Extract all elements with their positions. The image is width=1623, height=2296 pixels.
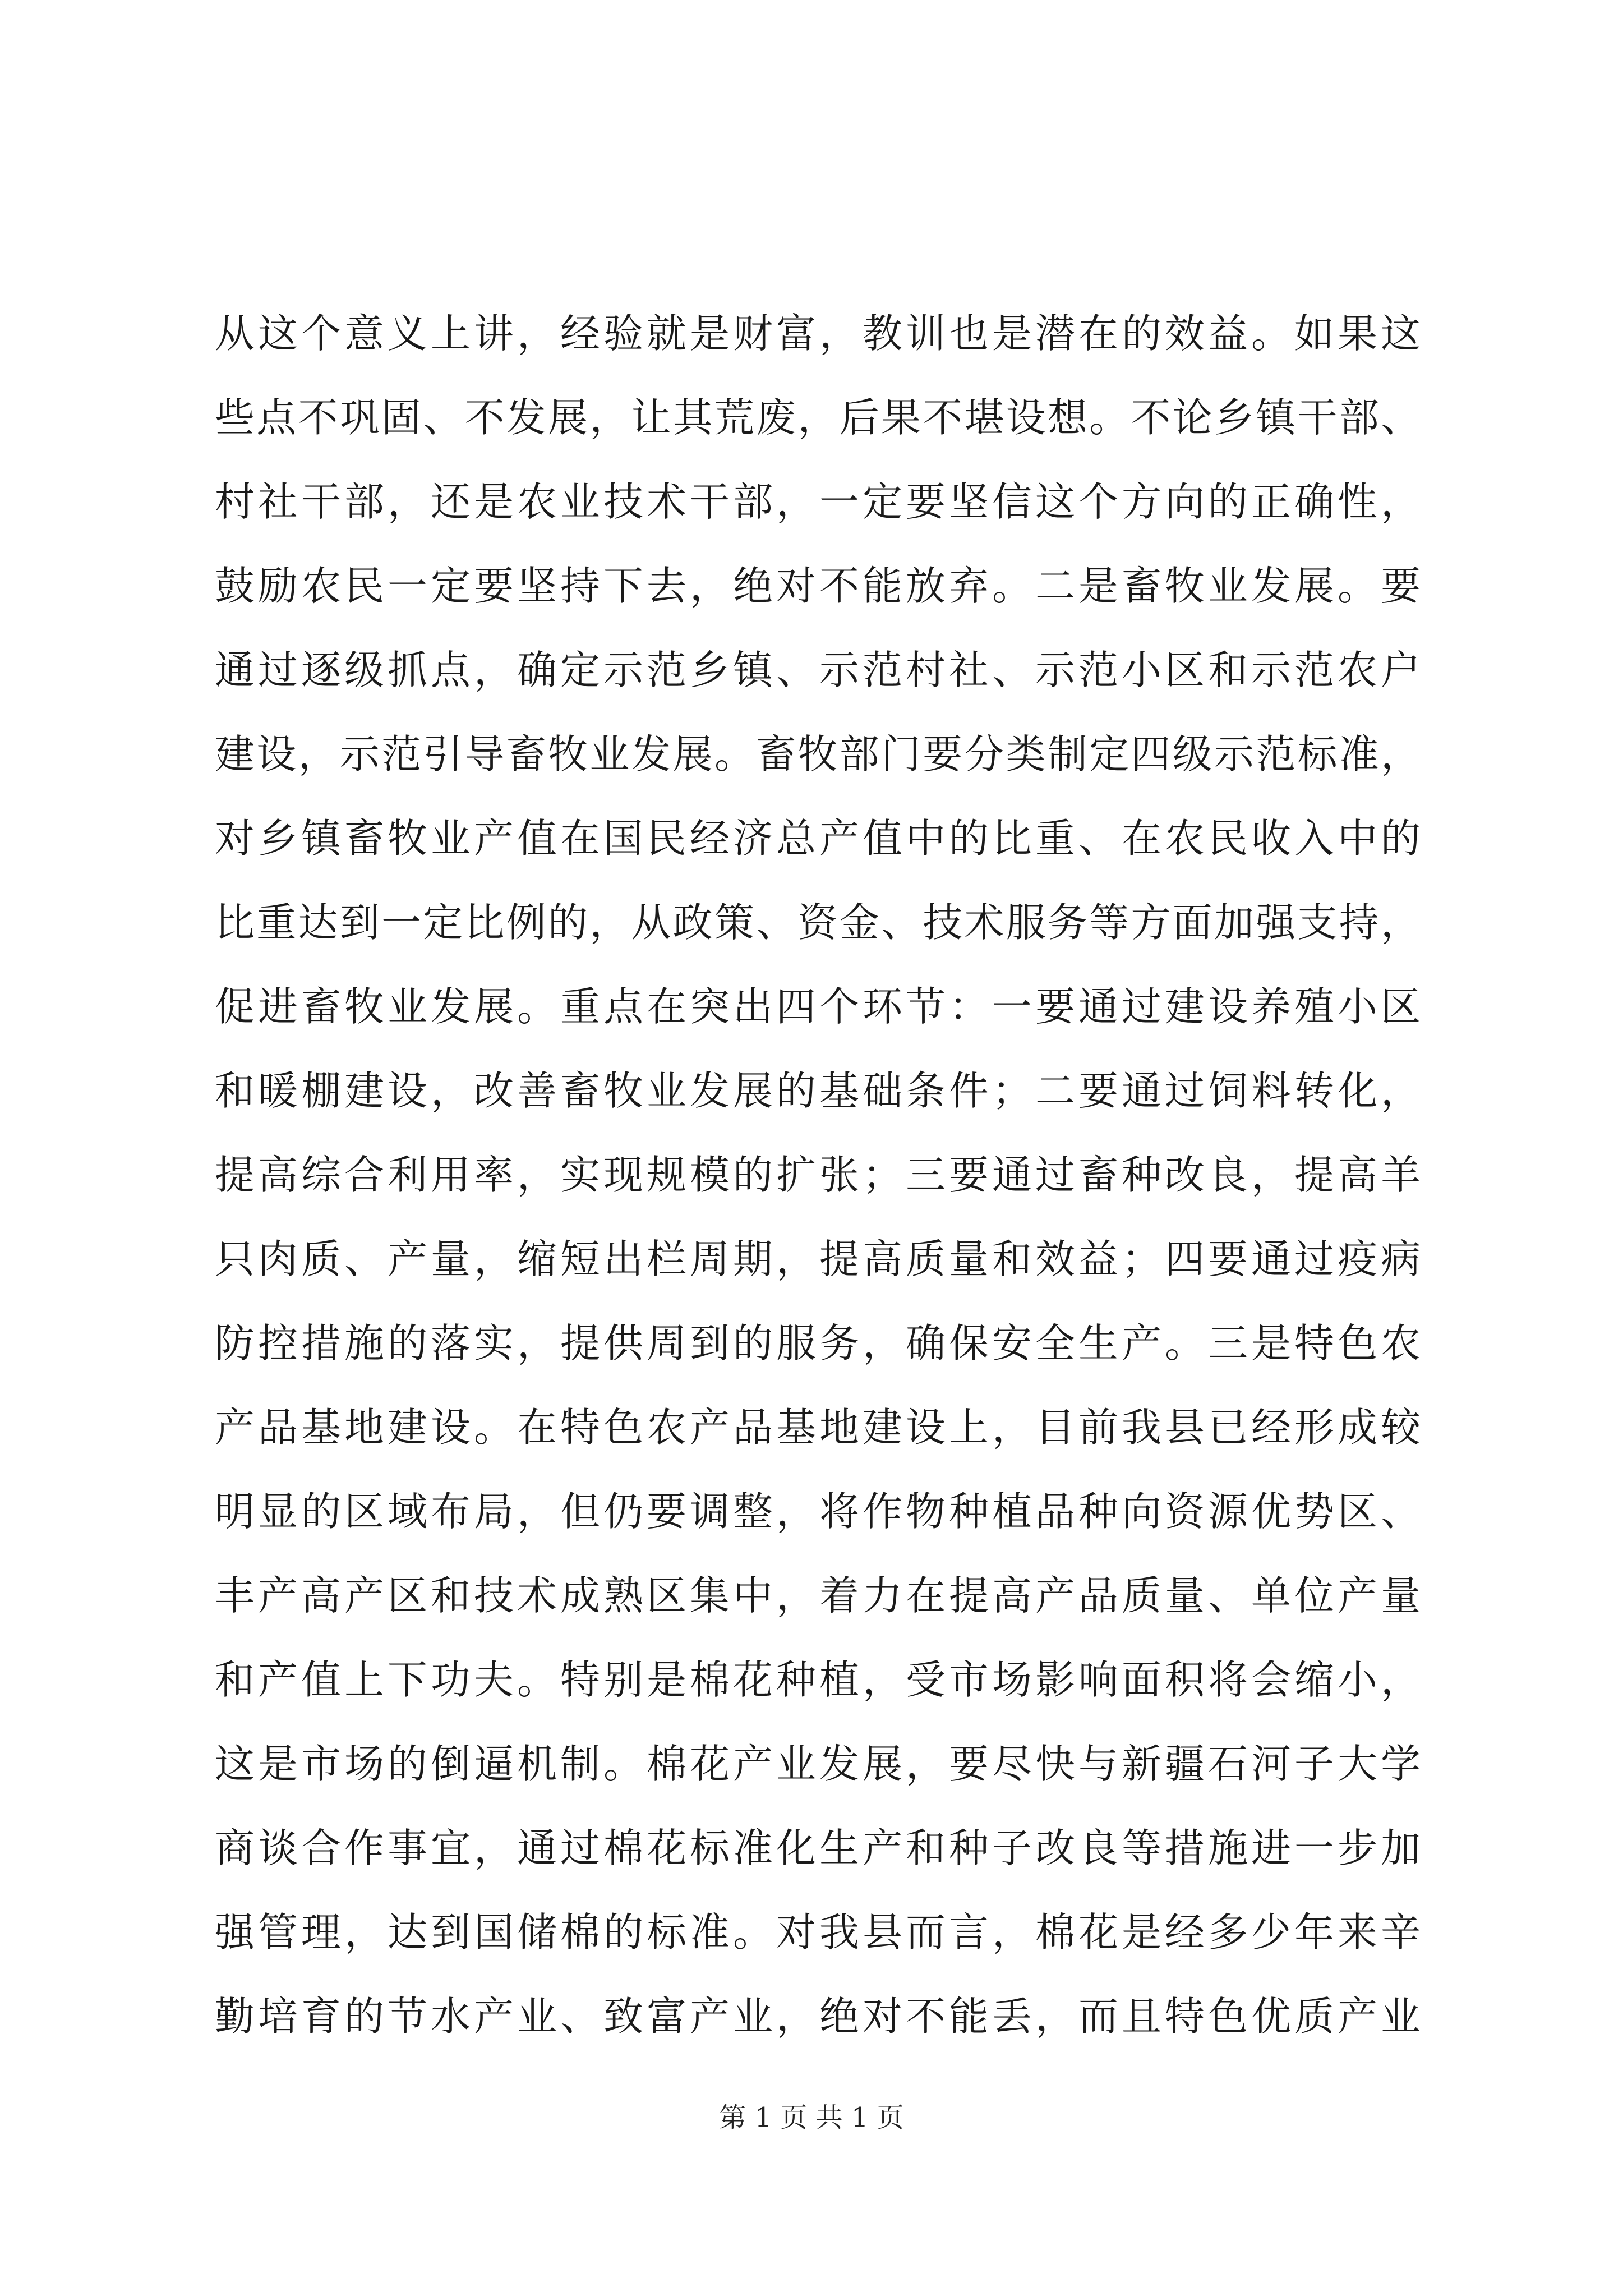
text-line: 些点不巩固、不发展，让其荒废，后果不堪设想。不论乡镇干部、 (215, 394, 1421, 441)
text-line: 提高综合利用率，实现规模的扩张；三要通过畜种改良，提高羊 (215, 1152, 1421, 1198)
text-line: 比重达到一定比例的，从政策、资金、技术服务等方面加强支持， (215, 899, 1421, 946)
text-line: 产品基地建设。在特色农产品基地建设上，目前我县已经形成较 (215, 1404, 1421, 1451)
text-line: 防控措施的落实，提供周到的服务，确保安全生产。三是特色农 (215, 1320, 1421, 1366)
text-line: 和产值上下功夫。特别是棉花种植，受市场影响面积将会缩小， (215, 1657, 1421, 1703)
page-footer (0, 2101, 1623, 2134)
text-line: 强管理，达到国储棉的标准。对我县而言，棉花是经多少年来辛 (215, 1909, 1421, 1955)
page-number-label: 第 1 页 共 1 页 (719, 2102, 904, 2133)
text-line: 这是市场的倒逼机制。棉花产业发展，要尽快与新疆石河子大学 (215, 1741, 1421, 1787)
text-line: 商谈合作事宜，通过棉花标准化生产和种子改良等措施进一步加 (215, 1825, 1421, 1871)
text-line: 鼓励农民一定要坚持下去，绝对不能放弃。二是畜牧业发展。要 (215, 563, 1421, 609)
text-line: 村社干部，还是农业技术干部，一定要坚信这个方向的正确性， (215, 478, 1421, 525)
text-line: 只肉质、产量，缩短出栏周期，提高质量和效益；四要通过疫病 (215, 1236, 1421, 1282)
text-line: 建设，示范引导畜牧业发展。畜牧部门要分类制定四级示范标准， (215, 731, 1421, 777)
text-line: 明显的区域布局，但仍要调整，将作物种植品种向资源优势区、 (215, 1488, 1421, 1535)
body-text (215, 292, 1421, 2059)
text-line: 丰产高产区和技术成熟区集中，着力在提高产品质量、单位产量 (215, 1572, 1421, 1619)
text-line: 和暖棚建设，改善畜牧业发展的基础条件；二要通过饲料转化， (215, 1068, 1421, 1114)
text-line: 从这个意义上讲，经验就是财富，教训也是潜在的效益。如果这 (215, 310, 1421, 357)
text-line: 通过逐级抓点，确定示范乡镇、示范村社、示范小区和示范农户 (215, 647, 1421, 693)
text-line: 对乡镇畜牧业产值在国民经济总产值中的比重、在农民收入中的 (215, 815, 1421, 862)
text-line: 促进畜牧业发展。重点在突出四个环节：一要通过建设养殖小区 (215, 983, 1421, 1030)
text-line: 勤培育的节水产业、致富产业，绝对不能丢，而且特色优质产业 (215, 1993, 1421, 2040)
